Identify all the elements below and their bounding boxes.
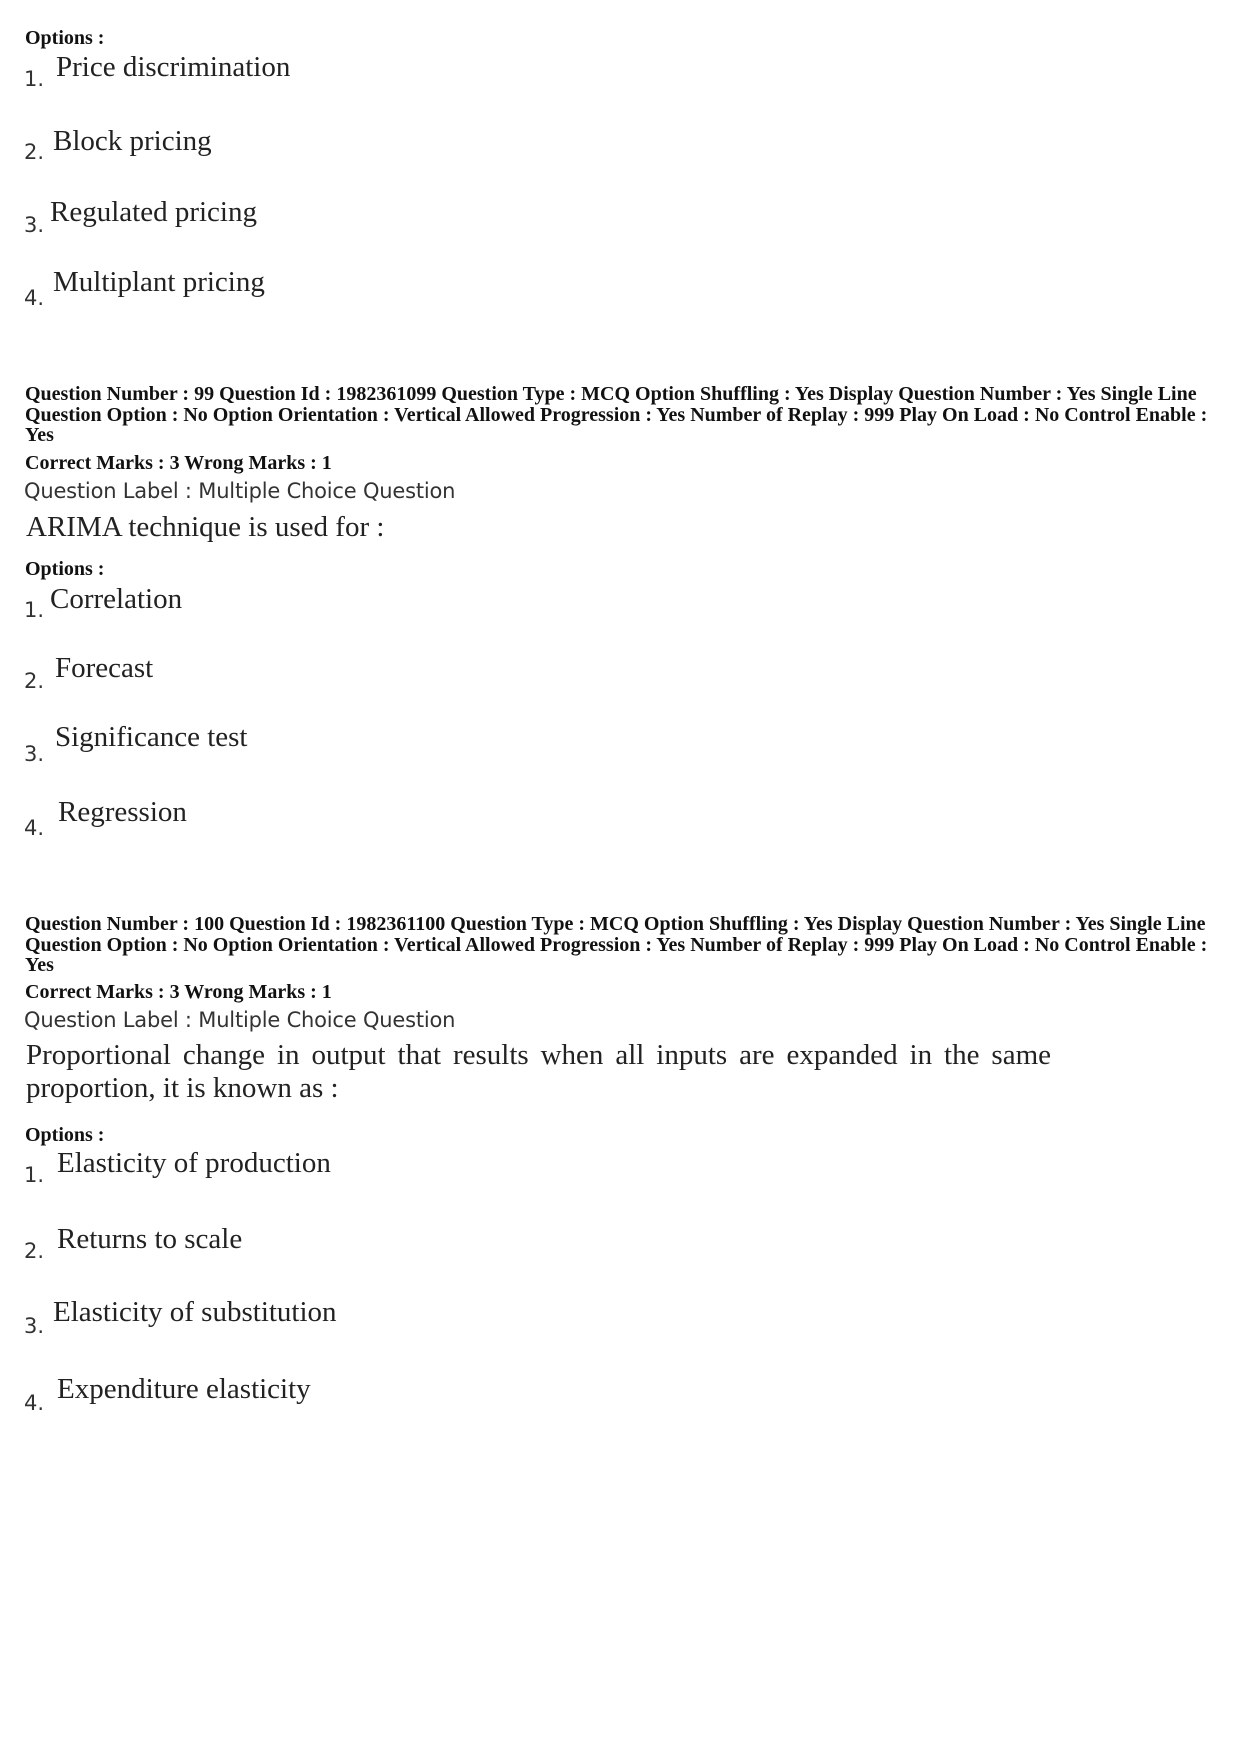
option-text: Regression [58,796,187,828]
option-text: Block pricing [53,125,212,157]
option-number: 1. [24,1163,45,1187]
question-metadata: Question Number : 99 Question Id : 1982361099 Question Type : MCQ Option Shuffling : Yes Display Question Number : Yes Single Line Question Option : No Option Orientation : Vertical Allowed Progression : Yes Number of Replay : 999 Play On Load : No Control Enable : Yes [25,383,1208,446]
question-text-line: Proportional change in output that results when all inputs are expanded in the same [26,1039,1051,1071]
question-metadata: Question Number : 100 Question Id : 1982361100 Question Type : MCQ Option Shuffling : Yes Display Question Number : Yes Single Line Question Option : No Option Orientation : Vertical Allowed Progression : Yes Number of Replay : 999 Play On Load : No Control Enable : Yes [25,913,1208,976]
option-text: Correlation [50,583,183,615]
option-text: Elasticity of substitution [53,1296,337,1328]
question-label: Question Label : Multiple Choice Question [24,1008,456,1032]
options-heading: Options : [25,558,105,580]
option-number: 1. [24,598,45,622]
option-text: Significance test [55,721,248,753]
options-heading: Options : [25,1124,105,1146]
option-number: 2. [24,669,45,693]
question-label: Question Label : Multiple Choice Question [24,479,456,503]
question-text [26,1039,1051,1105]
marks-info: Correct Marks : 3 Wrong Marks : 1 [25,452,332,474]
option-number: 3. [24,213,45,237]
option-number: 1. [24,67,45,91]
option-number: 4. [24,286,45,310]
option-number: 4. [24,816,45,840]
question-text: ARIMA technique is used for : [26,511,385,543]
option-number: 3. [24,742,45,766]
option-number: 2. [24,1239,45,1263]
options-heading: Options : [25,27,105,49]
option-text: Regulated pricing [50,196,257,228]
question-text-line: proportion, it is known as : [26,1072,339,1104]
option-text: Elasticity of production [57,1147,331,1179]
option-text: Price discrimination [56,51,291,83]
option-text: Forecast [55,652,154,684]
option-number: 2. [24,140,45,164]
option-text: Expenditure elasticity [57,1373,311,1405]
option-text: Multiplant pricing [53,266,265,298]
option-text: Returns to scale [57,1223,243,1255]
option-number: 4. [24,1391,45,1415]
option-number: 3. [24,1314,45,1338]
marks-info: Correct Marks : 3 Wrong Marks : 1 [25,981,332,1003]
